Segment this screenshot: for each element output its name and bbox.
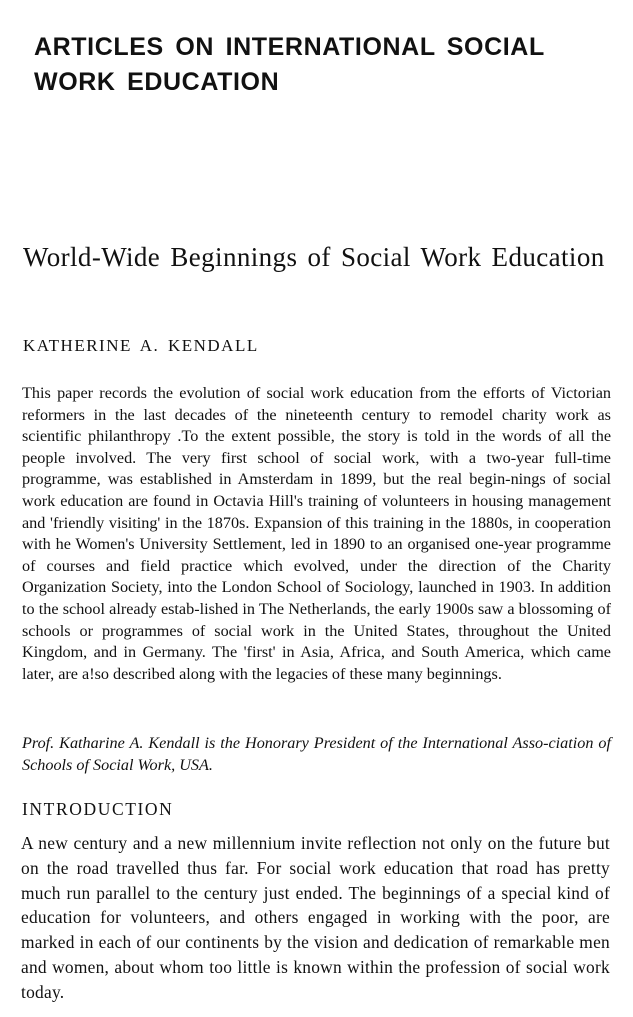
section-header: ARTICLES ON INTERNATIONAL SOCIAL WORK EDUCATION xyxy=(34,33,545,96)
author-name: KATHERINE A. KENDALL xyxy=(23,336,259,355)
article-title: World-Wide Beginnings of Social Work Education xyxy=(23,242,605,272)
introduction-text: A new century and a new millennium invite reflection not only on the future but on the road travelled thus far. For social work education that road has pretty much run parallel to the century just ended. The beginnings of a special kind of education for volunteers, and others engaged in working with the poor, are marked in each of our continents by the vision and dedication of remarkable men and women, about whom too little is known within the profession of social work today. xyxy=(21,833,610,1002)
abstract: This paper records the evolution of social work education from the efforts of Victorian reformers in the last decades of the nineteenth century to remodel charity work as scientific philanthropy .To the extent possible, the story is told in the words of all the people involved. The very first school of social work, with a two-year full-time programme, was established in Amsterdam in 1899, but the real begin-nings of social work education are found in Octavia Hill's training of volunteers in housing management and 'friendly visiting' in the 1870s. Expansion of this training in the 1880s, in cooperation with he Women's University Settlement, led in 1890 to an organised one-year programme of courses and field practice which evolved, under the direction of the Charity Organization Society, into the London School of Sociology, launched in 1903. In addition to the school already estab-lished in The Netherlands, the early 1900s saw a blossoming of schools or programmes of social work in the United States, throughout the United Kingdom, and in Germany. The 'first' in Asia, Africa, and South America, which came later, are a!so described along with the legacies of these many beginnings. xyxy=(22,384,611,683)
author-note: Prof. Katharine A. Kendall is the Honorary President of the International Asso-ciation of Schools of Social Work, USA. xyxy=(22,734,611,774)
introduction-heading: INTRODUCTION xyxy=(22,799,174,819)
